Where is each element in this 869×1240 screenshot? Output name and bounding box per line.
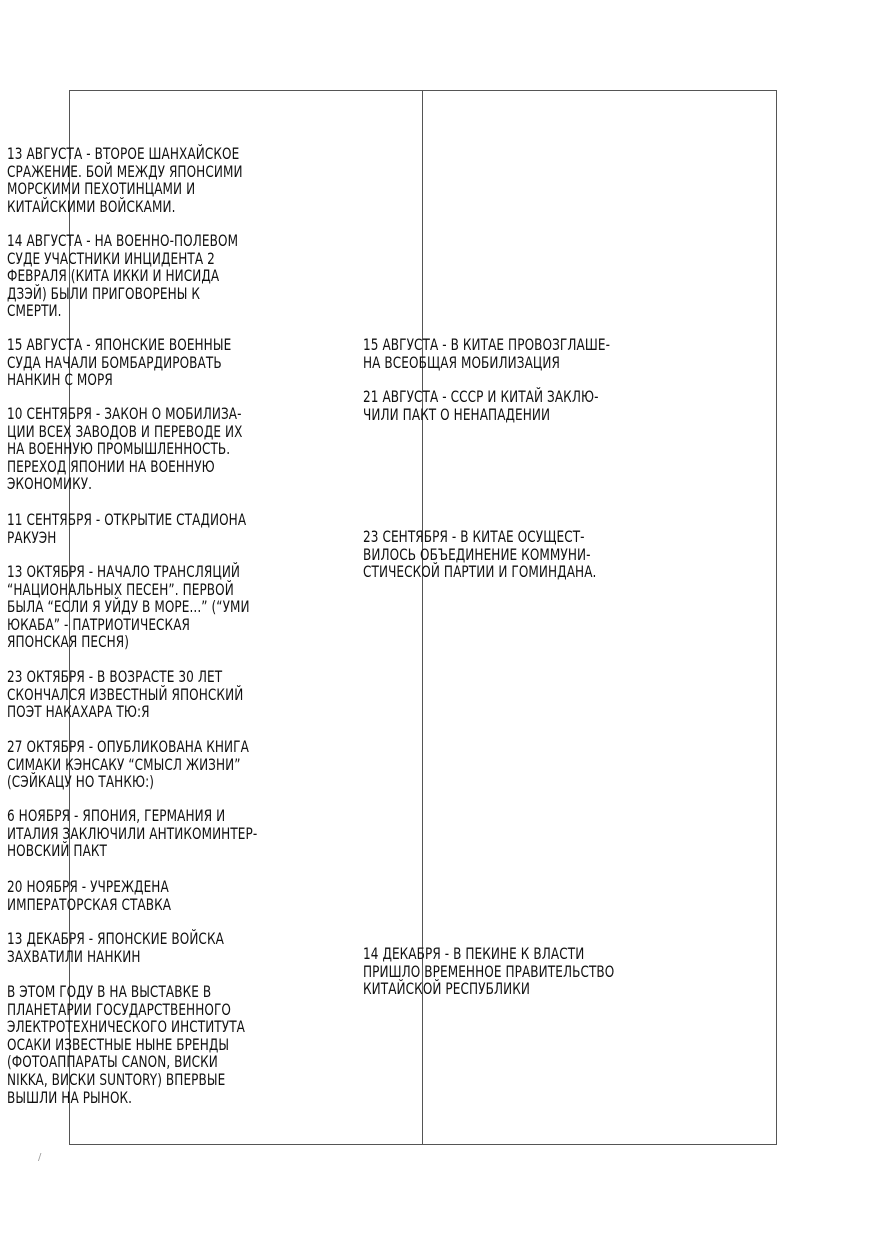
timeline-entry: 10 СЕНТЯБРЯ - ЗАКОН О МОБИЛИЗА- ЦИИ ВСЕХ ЗАВОДОВ И ПЕРЕВОДЕ ИХ НА ВОЕННУЮ ПРОМЫШЛЕННОСТЬ. ПЕРЕХОД ЯПОНИИ НА ВОЕННУЮ ЭКОНОМИКУ. — [7, 405, 243, 494]
timeline-entry: В ЭТОМ ГОДУ В НА ВЫСТАВКЕ В ПЛАНЕТАРИИ ГОСУДАРСТВЕННОГО ЭЛЕКТРОТЕХНИЧЕСКОГО ИНСТИТУТА ОСАКИ ИЗВЕСТНЫЕ НЫНЕ БРЕНДЫ (ФОТОАППАРАТЫ CANON, ВИСКИ NIKKA, ВИСКИ SUNTORY) ВПЕРВЫЕ ВЫШЛИ НА РЫНОК. — [7, 983, 246, 1107]
timeline-entry: 15 АВГУСТА - В КИТАЕ ПРОВОЗГЛАШЕ- НА ВСЕОБЩАЯ МОБИЛИЗАЦИЯ — [363, 336, 611, 372]
timeline-entry: 27 ОКТЯБРЯ - ОПУБЛИКОВАНА КНИГА СИМАКИ КЭНСАКУ “СМЫСЛ ЖИЗНИ” (СЭЙКАЦУ НО ТАНКЮ:) — [7, 738, 249, 792]
timeline-entry: 23 СЕНТЯБРЯ - В КИТАЕ ОСУЩЕСТ- ВИЛОСЬ ОБЪЕДИНЕНИЕ КОММУНИ- СТИЧЕСКОЙ ПАРТИИ И ГОМИНДАНА. — [363, 528, 597, 582]
timeline-entry: 13 ОКТЯБРЯ - НАЧАЛО ТРАНСЛЯЦИЙ “НАЦИОНАЛЬНЫХ ПЕСЕН”. ПЕРВОЙ БЫЛА “ЕСЛИ Я УЙДУ В МОРЕ...” (“УМИ ЮКАБА” - ПАТРИОТИЧЕСКАЯ ЯПОНСКАЯ ПЕСНЯ) — [7, 563, 250, 652]
timeline-entry: 15 АВГУСТА - ЯПОНСКИЕ ВОЕННЫЕ СУДА НАЧАЛИ БОМБАРДИРОВАТЬ НАНКИН С МОРЯ — [7, 336, 232, 390]
timeline-entry: 13 ДЕКАБРЯ - ЯПОНСКИЕ ВОЙСКА ЗАХВАТИЛИ НАНКИН — [7, 930, 224, 966]
timeline-entry: 13 АВГУСТА - ВТОРОЕ ШАНХАЙСКОЕ СРАЖЕНИЕ. БОЙ МЕЖДУ ЯПОНСИМИ МОРСКИМИ ПЕХОТИНЦАМИ И КИТАЙСКИМИ ВОЙСКАМИ. — [7, 145, 243, 216]
timeline-entry: 20 НОЯБРЯ - УЧРЕЖДЕНА ИМПЕРАТОРСКАЯ СТАВКА — [7, 878, 172, 914]
timeline-entry: 11 СЕНТЯБРЯ - ОТКРЫТИЕ СТАДИОНА РАКУЭН — [7, 511, 247, 547]
timeline-entry: 14 ДЕКАБРЯ - В ПЕКИНЕ К ВЛАСТИ ПРИШЛО ВРЕМЕННОЕ ПРАВИТЕЛЬСТВО КИТАЙСКОЙ РЕСПУБЛИКИ — [363, 945, 615, 999]
timeline-entry: 14 АВГУСТА - НА ВОЕННО-ПОЛЕВОМ СУДЕ УЧАСТНИКИ ИНЦИДЕНТА 2 ФЕВРАЛЯ (КИТА ИККИ И НИСИДА ДЗЭЙ) БЫЛИ ПРИГОВОРЕНЫ К СМЕРТИ. — [7, 232, 239, 321]
scan-mark: / — [38, 1152, 42, 1163]
timeline-entry: 23 ОКТЯБРЯ - В ВОЗРАСТЕ 30 ЛЕТ СКОНЧАЛСЯ ИЗВЕСТНЫЙ ЯПОНСКИЙ ПОЭТ НАКАХАРА ТЮ:Я — [7, 668, 244, 722]
timeline-entry: 6 НОЯБРЯ - ЯПОНИЯ, ГЕРМАНИЯ И ИТАЛИЯ ЗАКЛЮЧИЛИ АНТИКОМИНТЕР- НОВСКИЙ ПАКТ — [7, 807, 258, 861]
timeline-entry: 21 АВГУСТА - СССР И КИТАЙ ЗАКЛЮ- ЧИЛИ ПАКТ О НЕНАПАДЕНИИ — [363, 388, 599, 424]
